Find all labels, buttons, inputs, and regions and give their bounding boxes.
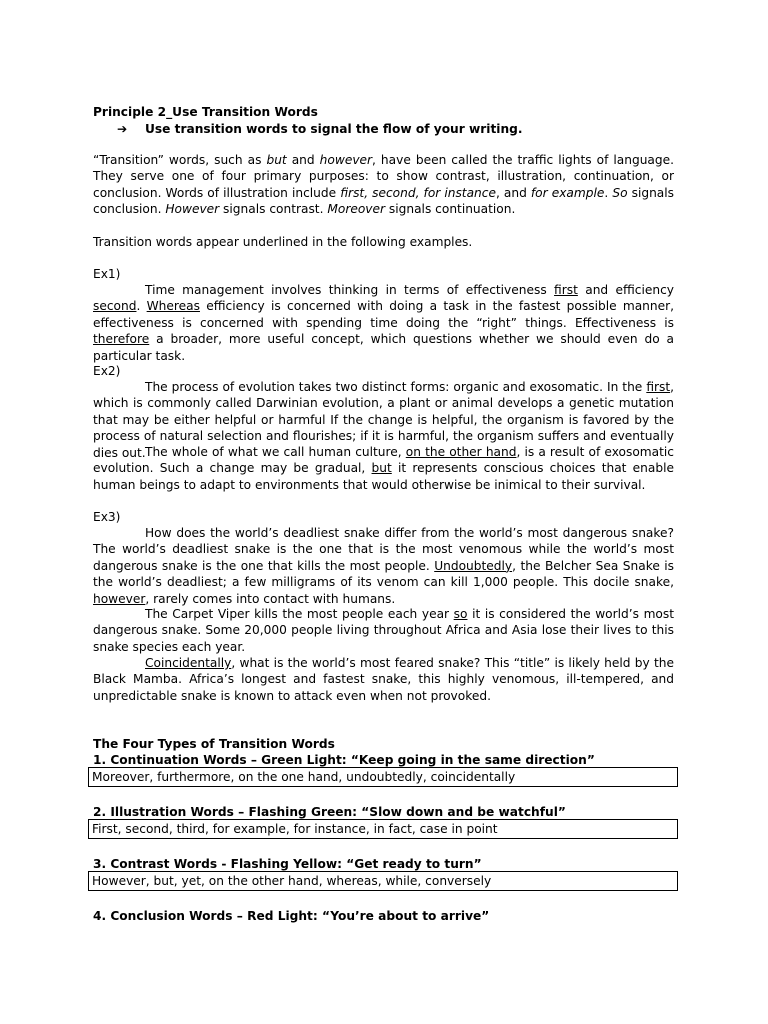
ex1-label: Ex1) — [93, 267, 121, 281]
ex3-paragraph-3: Coincidentally, what is the world’s most feared snake? This “title” is likely held by the Black Mamba. Africa’s longest and fastest snake, this highly venomous, ill-tempered, and unpredictable snake is known to attack even when not provoked. — [93, 656, 674, 703]
ex2-paragraph-2: The whole of what we call human culture, on the other hand, is a result of exosomatic evolution. Such a change may be gradual, but it represents conscious choices that enable human beings to adapt to environments that would otherwise be inimical to their survival. — [93, 445, 675, 492]
subheading-line — [93, 121, 674, 137]
types-title: The Four Types of Transition Words — [93, 737, 335, 751]
ex3-label: Ex3) — [93, 510, 121, 524]
type-1-heading: 1. Continuation Words – Green Light: “Keep going in the same direction” — [93, 753, 595, 767]
type-2-heading: 2. Illustration Words – Flashing Green: “Slow down and be watchful” — [93, 805, 566, 819]
type-1-words-box: Moreover, furthermore, on the one hand, undoubtedly, coincidentally — [88, 767, 678, 787]
heading: Principle 2_Use Transition Words — [93, 105, 318, 119]
ex1-paragraph: Time management involves thinking in terms of effectiveness first and efficiency second. Whereas efficiency is concerned with doing a task in the fastest possible manner, effectiveness is concerned with spending time doing the “right” things. Effectiveness is therefore a broader, more useful concept, which questions whether we should even do a particular task. — [93, 283, 675, 363]
arrow-icon: ➔ — [117, 122, 128, 136]
examples-note: Transition words appear underlined in the following examples. — [93, 235, 473, 249]
type-3-words-box: However, but, yet, on the other hand, whereas, while, conversely — [88, 871, 678, 891]
ex2-paragraph-1: The process of evolution takes two distinct forms: organic and exosomatic. In the first, which is commonly called Darwinian evolution, a plant or animal develops a genetic mutation that may be either helpful or harmful If the change is helpful, the organism is favored by the process of natural selection and flourishes; if it is harmful, the organism suffers and eventually dies out. — [93, 380, 675, 460]
ex3-paragraph-2: The Carpet Viper kills the most people each year so it is considered the world’s most dangerous snake. Some 20,000 people living throughout Africa and Asia lose their lives to this snake species each year. — [93, 607, 675, 654]
type-3-heading: 3. Contrast Words - Flashing Yellow: “Get ready to turn” — [93, 857, 482, 871]
intro-paragraph: “Transition” words, such as but and however, have been called the traffic lights of language. They serve one of four primary purposes: to show contrast, illustration, continuation, or conclusion. Words of illustration include first, second, for instance, and for example. So signals conclusion. However signals contrast. Moreover signals continuation. — [93, 153, 675, 217]
subheading: Use transition words to signal the flow of your writing. — [145, 122, 523, 136]
type-2-words-box: First, second, third, for example, for instance, in fact, case in point — [88, 819, 678, 839]
type-4-heading: 4. Conclusion Words – Red Light: “You’re about to arrive” — [93, 909, 490, 923]
ex2-label: Ex2) — [93, 364, 121, 378]
ex3-paragraph-1: How does the world’s deadliest snake differ from the world’s most dangerous snake? The world’s deadliest snake is the one that is the most venomous while the world’s most dangerous snake is the one that kills the most people. Undoubtedly, the Belcher Sea Snake is the world’s deadliest; a few milligrams of its venom can kill 1,000 people. This docile snake, however, rarely comes into contact with humans. — [93, 526, 675, 606]
